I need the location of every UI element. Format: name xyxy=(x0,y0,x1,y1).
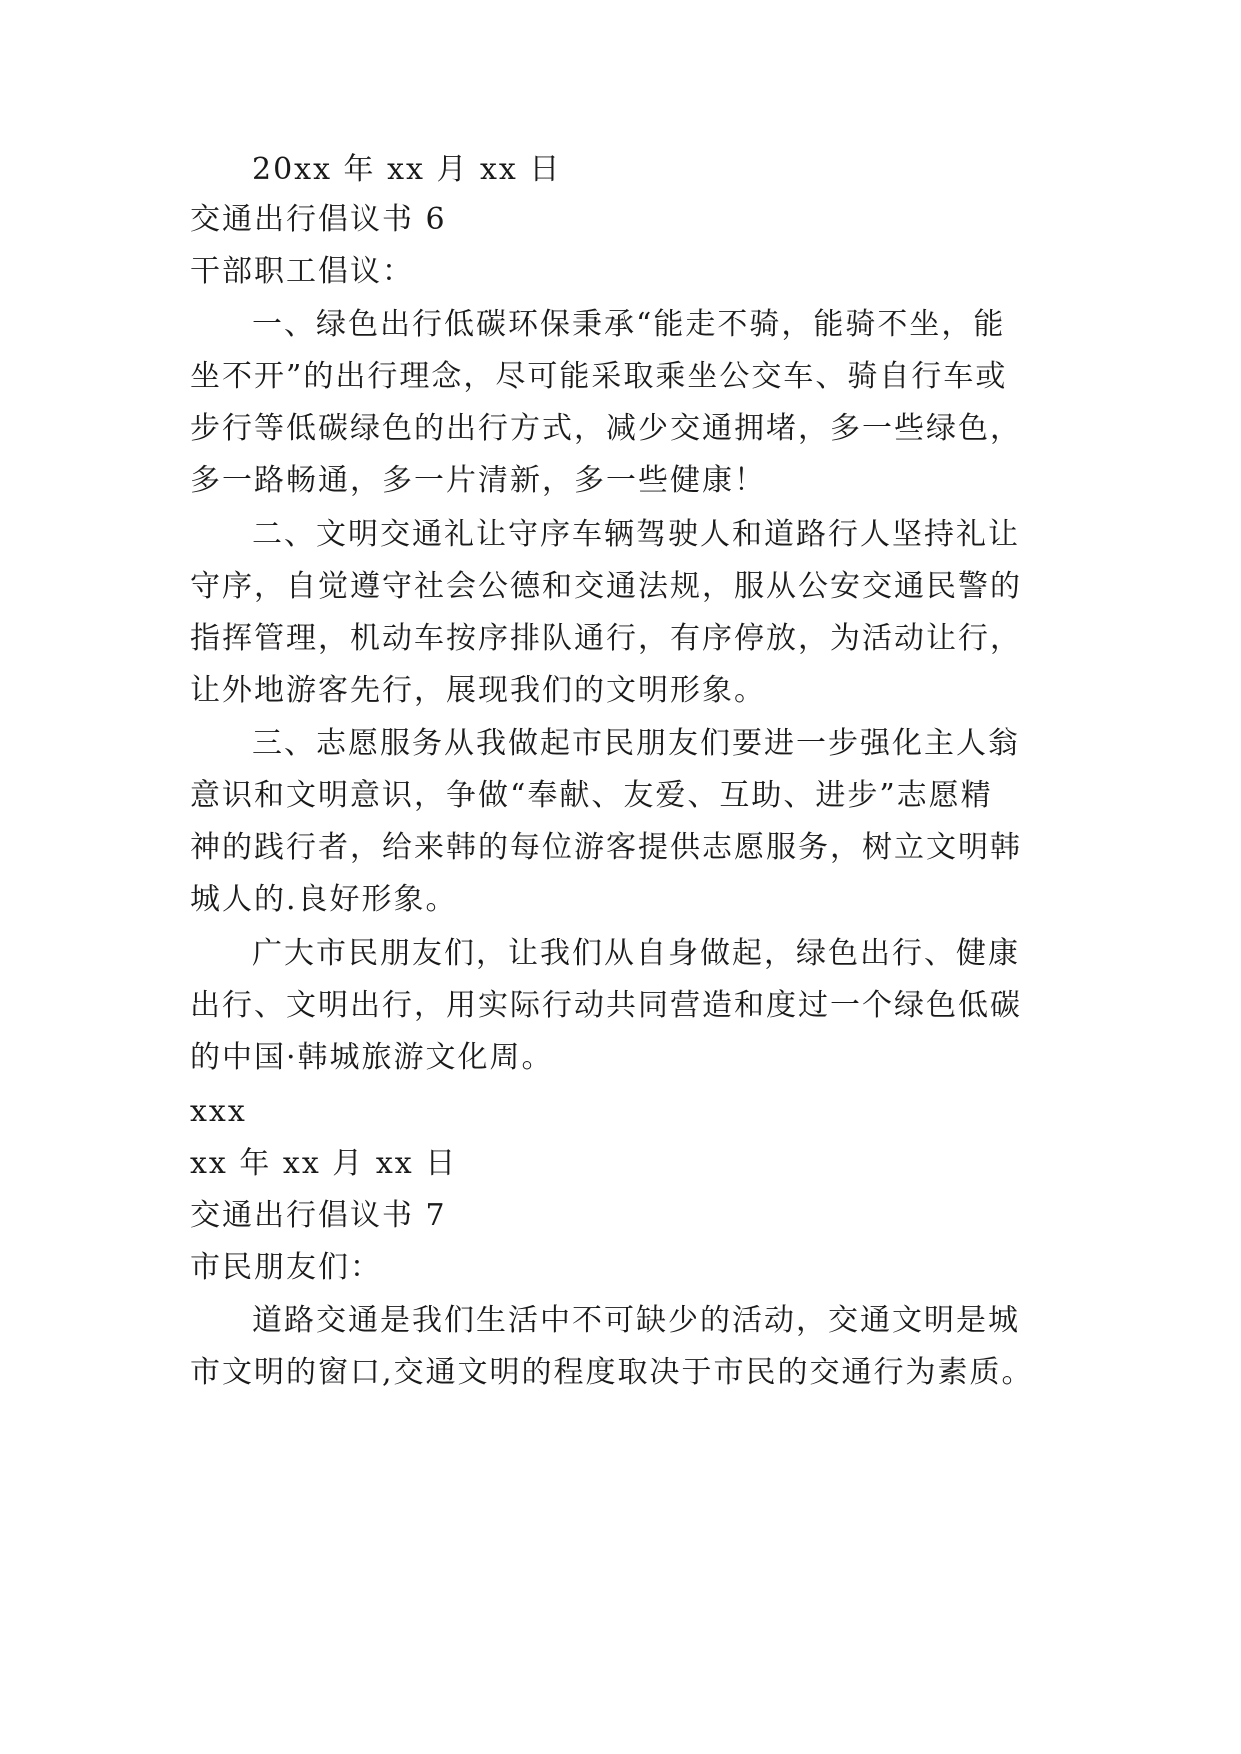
paragraph-4-line: 出行、文明出行，用实际行动共同营造和度过一个绿色低碳 xyxy=(190,988,1022,1023)
paragraph-2-line: 二、文明交通礼让守序车辆驾驶人和道路行人坚持礼让 xyxy=(252,517,1020,552)
paragraph-5-line: 市文明的窗口,交通文明的程度取决于市民的交通行为素质。 xyxy=(190,1355,1034,1390)
heading-7: 交通出行倡议书 7 xyxy=(190,1198,447,1233)
paragraph-4-line: 的中国·韩城旅游文化周。 xyxy=(190,1040,554,1075)
salutation-7: 市民朋友们： xyxy=(190,1250,382,1285)
paragraph-1-line: 步行等低碳绿色的出行方式，减少交通拥堵，多一些绿色， xyxy=(190,411,1022,446)
paragraph-1-line: 一、绿色出行低碳环保秉承“能走不骑，能骑不坐，能 xyxy=(252,307,1006,342)
paragraph-2-line: 守序，自觉遵守社会公德和交通法规，服从公安交通民警的 xyxy=(190,569,1022,604)
paragraph-1-line: 坐不开”的出行理念，尽可能采取乘坐公交车、骑自行车或 xyxy=(190,359,1008,394)
paragraph-5-line: 道路交通是我们生活中不可缺少的活动，交通文明是城 xyxy=(252,1303,1020,1338)
heading-6: 交通出行倡议书 6 xyxy=(190,202,447,237)
paragraph-2-line: 指挥管理，机动车按序排队通行，有序停放，为活动让行， xyxy=(190,621,1022,656)
date-line-2: xx 年 xx 月 xx 日 xyxy=(190,1146,458,1181)
paragraph-4-line: 广大市民朋友们，让我们从自身做起，绿色出行、健康 xyxy=(252,936,1020,971)
paragraph-3-line: 意识和文明意识，争做“奉献、友爱、互助、进步”志愿精 xyxy=(190,778,993,813)
paragraph-3-line: 三、志愿服务从我做起市民朋友们要进一步强化主人翁 xyxy=(252,726,1020,761)
paragraph-1-line: 多一路畅通，多一片清新，多一些健康！ xyxy=(190,463,766,498)
paragraph-3-line: 神的践行者，给来韩的每位游客提供志愿服务，树立文明韩 xyxy=(190,830,1022,865)
date-line: 20xx 年 xx 月 xx 日 xyxy=(252,152,562,187)
paragraph-2-line: 让外地游客先行，展现我们的文明形象。 xyxy=(190,673,766,708)
salutation-6: 干部职工倡议： xyxy=(190,254,414,289)
signature: xxx xyxy=(190,1094,247,1129)
paragraph-3-line: 城人的.良好形象。 xyxy=(190,882,458,917)
